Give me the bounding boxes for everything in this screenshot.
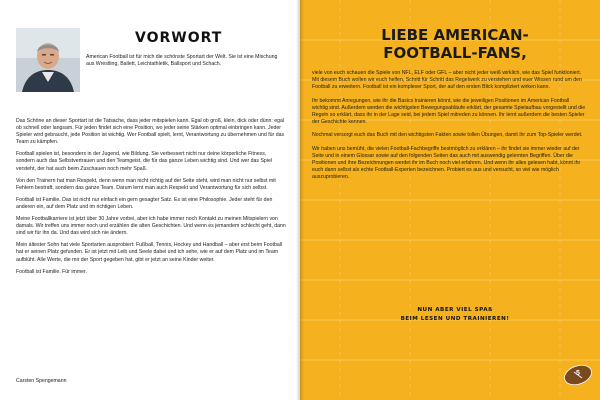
page-number: 5 (576, 370, 580, 377)
page-title: VORWORT (135, 30, 223, 46)
author-signature: Carsten Spengemann (16, 378, 67, 384)
right-page-title (330, 26, 580, 62)
closing-message (330, 306, 580, 324)
left-paragraph: Von den Trainern hat man Respekt, denn wenn man nicht richtig auf der Seite steht, wird man nicht nur selbst mit Fehlern bestraft, sondern das ganze Team. Darum lernt man auch Respekt und Verantwortung für sich selbst. (16, 177, 276, 191)
title-line: LIEBE AMERICAN- (381, 26, 529, 44)
right-paragraph: Nochmal versorgt euch das Buch mit den wichtigsten Fakten sowie tollen Übungen, damit ihr zum Top-Spieler werdet. (312, 132, 583, 139)
left-paragraph: Meine Footballkarriere ist jetzt über 30 Jahre vorbei, aber ich habe immer noch Kontakt zu meinen Mitspielern von damals. Wir treffen uns immer noch und erzählen die alten Geschichten. Und wenn es jemandem schlecht geht, dann sind wir für ihn da. Und das wird sich nie ändern. (16, 216, 286, 237)
right-body (312, 70, 586, 188)
left-paragraph: Football spielen ist, besonders in der Jugend, wie Bildung. Sie verbessert nicht nur deine körperliche Fitness, sondern auch das Selbstvertrauen und den Teamgeist, die für das ganze Leben wichtig sind. Und wer das Spiel versteht, der hat auch beim Zuschauen noch mehr Spaß. (16, 151, 272, 172)
left-paragraph: Mein ältester Sohn hat viele Sportarten ausprobiert: Fußball, Tennis, Hockey und Handball – aber erst beim Football hat er seinen Platz gefunden. Er ist jetzt mit Leib und Seele dabei und ich sehe, wie er auf dem Platz und im Team aufblüht. Alle Werte, die mir der Sport gegeben hat, gibt er jetzt an seine Kinder weiter. (16, 242, 283, 263)
right-paragraph: Wir haben uns bemüht, die vielen Football-Fachbegriffe bestmöglich zu erklären – ihr findet sie immer wieder auf der Seite und in einem Glossar sowie auf den folgenden Seiten das auch mit auswendig gelernten Begriffen. Über die Positionen und ihre Bezeichnungen werdet ihr im Buch noch viel erfahren. Und wenn ihr alles gelesen habt, könnt ihr euch dann selbst als echte Football-Experten bezeichnen. Probiert es aus und versucht, so viel wie möglich auszuprobieren. (312, 145, 581, 181)
intro-paragraph: American Football ist für mich die schönste Sportart der Welt. Sie ist eine Mischung aus Wrestling, Ballett, Leichtathletik, Ballsport und Schach. (86, 54, 278, 68)
left-body (16, 118, 286, 281)
left-paragraph: Das Schöne an dieser Sportart ist die Tatsache, dass jeder mitspielen kann. Egal ob groß, klein, dick oder dünn: egal ob schnell oder langsam. Für jeden findet sich eine Position, wo jeder seine Stärken optimal einbringen kann. Jeder Spieler wird gebraucht, jede Position ist wichtig. Wer Football spielt, lernt, Verantwortung zu übernehmen und für das Team zu kämpfen. (16, 118, 285, 146)
left-paragraph: Football ist Familie. Das ist nicht nur einfach ein gern gesagter Satz. Es ist eine Philosophie. Jeder steht für den anderen ein, auf dem Platz und im richtigen Leben. (16, 196, 273, 210)
closing-line: NUN ABER VIEL SPAß (417, 307, 493, 313)
author-photo (16, 28, 80, 92)
right-paragraph: Ihr bekommt Anregungen, wie ihr die Basics trainieren könnt, wie die jeweiligen Positionen im American Football wichtig sind. Außerdem werden die wichtigsten Bewegungsabläufe erklärt, der gesamte Spielaufbau vorgestellt und die Regeln so erklärt, dass ihr in der Lage seid, bei jedem Spiel mitreden zu können. Ihr lernt außerdem die besten Spieler der Geschichte kennen. (312, 97, 586, 126)
right-paragraph: viele von euch schauen die Spiele von NFL, ELF oder GFL – aber nicht jeder weiß wirklich, wie das Spiel funktioniert. Mit diesem Buch wollen wir euch helfen, Schritt für Schritt das Regelwerk zu verstehen und euer Wissen rund um den Football zu erweitern. Football ist ein komplexer Sport, der auf den ersten Blick kompliziert wirken kann. (312, 70, 582, 91)
title-line: FOOTBALL-FANS, (383, 44, 527, 62)
left-paragraph: Football ist Familie. Für immer. (16, 268, 87, 275)
closing-line: BEIM LESEN UND TRAINIEREN! (400, 316, 510, 322)
